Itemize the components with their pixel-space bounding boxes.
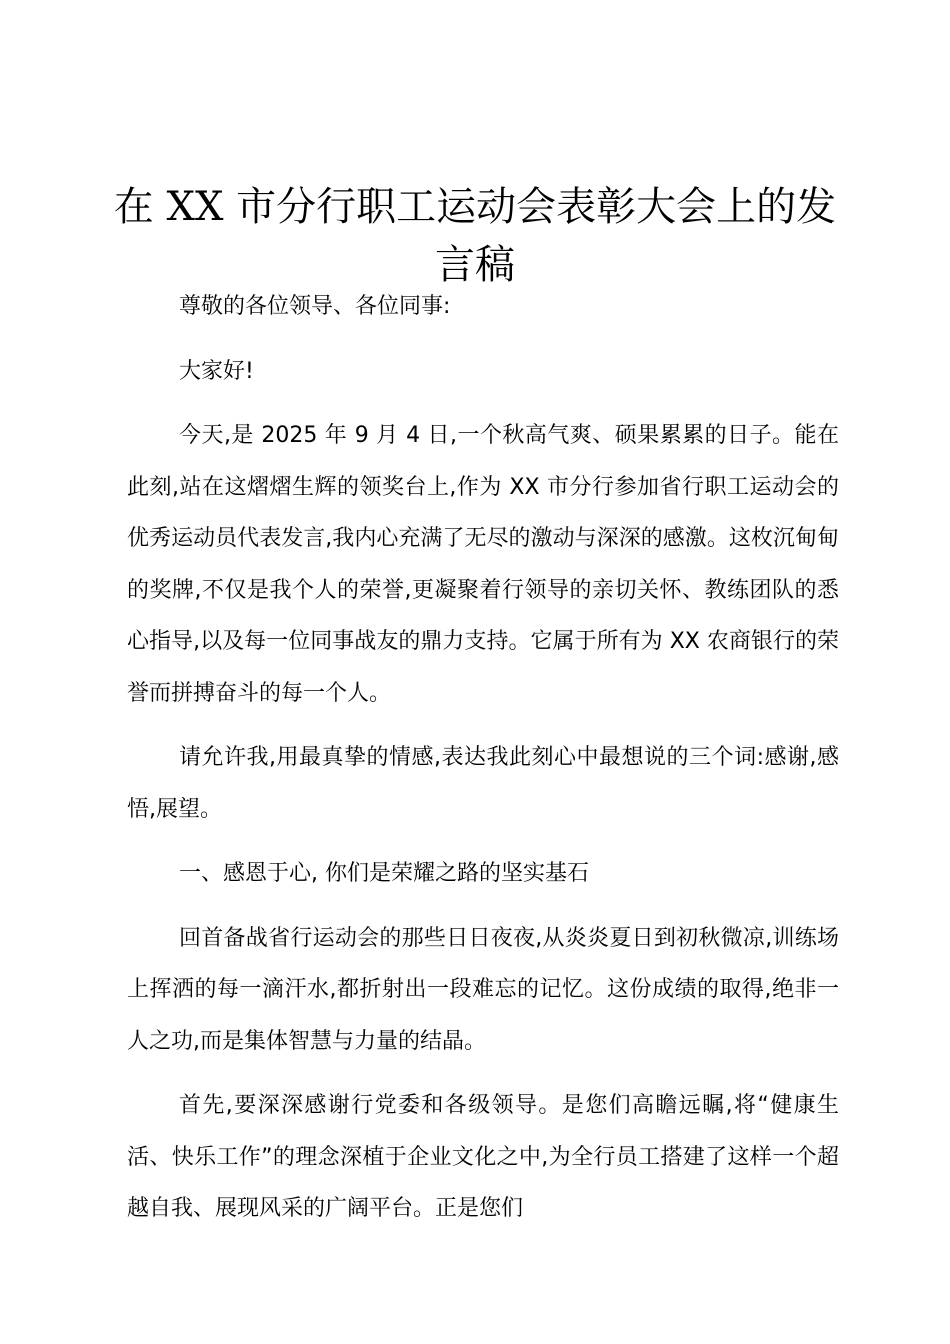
paragraph-thanks-leaders: 首先,要深深感谢行党委和各级领导。是您们高瞻远瞩,将“健康生活、快乐工作”的理念深植于企业文化之中,为全行员工搭建了这样一个超越自我、展现风采的广阔平台。正是您们 xyxy=(127,1093,839,1221)
paragraph-three-words: 请允许我,用最真挚的情感,表达我此刻心中最想说的三个词:感谢,感悟,展望。 xyxy=(127,745,839,822)
paragraph-intro: 今天,是 2025 年 9 月 4 日,一个秋高气爽、硕果累累的日子。能在此刻,站在这熠熠生辉的领奖台上,作为 XX 市分行参加省行职工运动会的优秀运动员代表发言,我内心充满了无尽的激动与深深的感激。这枚沉甸甸的奖牌,不仅是我个人的荣誉,更凝聚着行领导的亲切关怀、教练团队的悉心指导,以及每一位同事战友的鼎力支持。它属于所有为 XX 农商银行的荣誉而拼搏奋斗的每一个人。 xyxy=(127,423,839,706)
section-heading-1: 一、感恩于心, 你们是荣耀之路的坚实基石 xyxy=(179,861,589,886)
paragraph-recall: 回首备战省行运动会的那些日日夜夜,从炎炎夏日到初秋微凉,训练场上挥洒的每一滴汗水,都折射出一段难忘的记忆。这份成绩的取得,绝非一人之功,而是集体智慧与力量的结晶。 xyxy=(127,925,839,1054)
paragraph-greeting: 大家好! xyxy=(179,358,254,384)
document-title: 在 XX 市分行职工运动会表彰大会上的发言稿 xyxy=(113,184,837,288)
document-body xyxy=(127,281,839,1248)
paragraph-salutation: 尊敬的各位领导、各位同事: xyxy=(179,294,451,319)
